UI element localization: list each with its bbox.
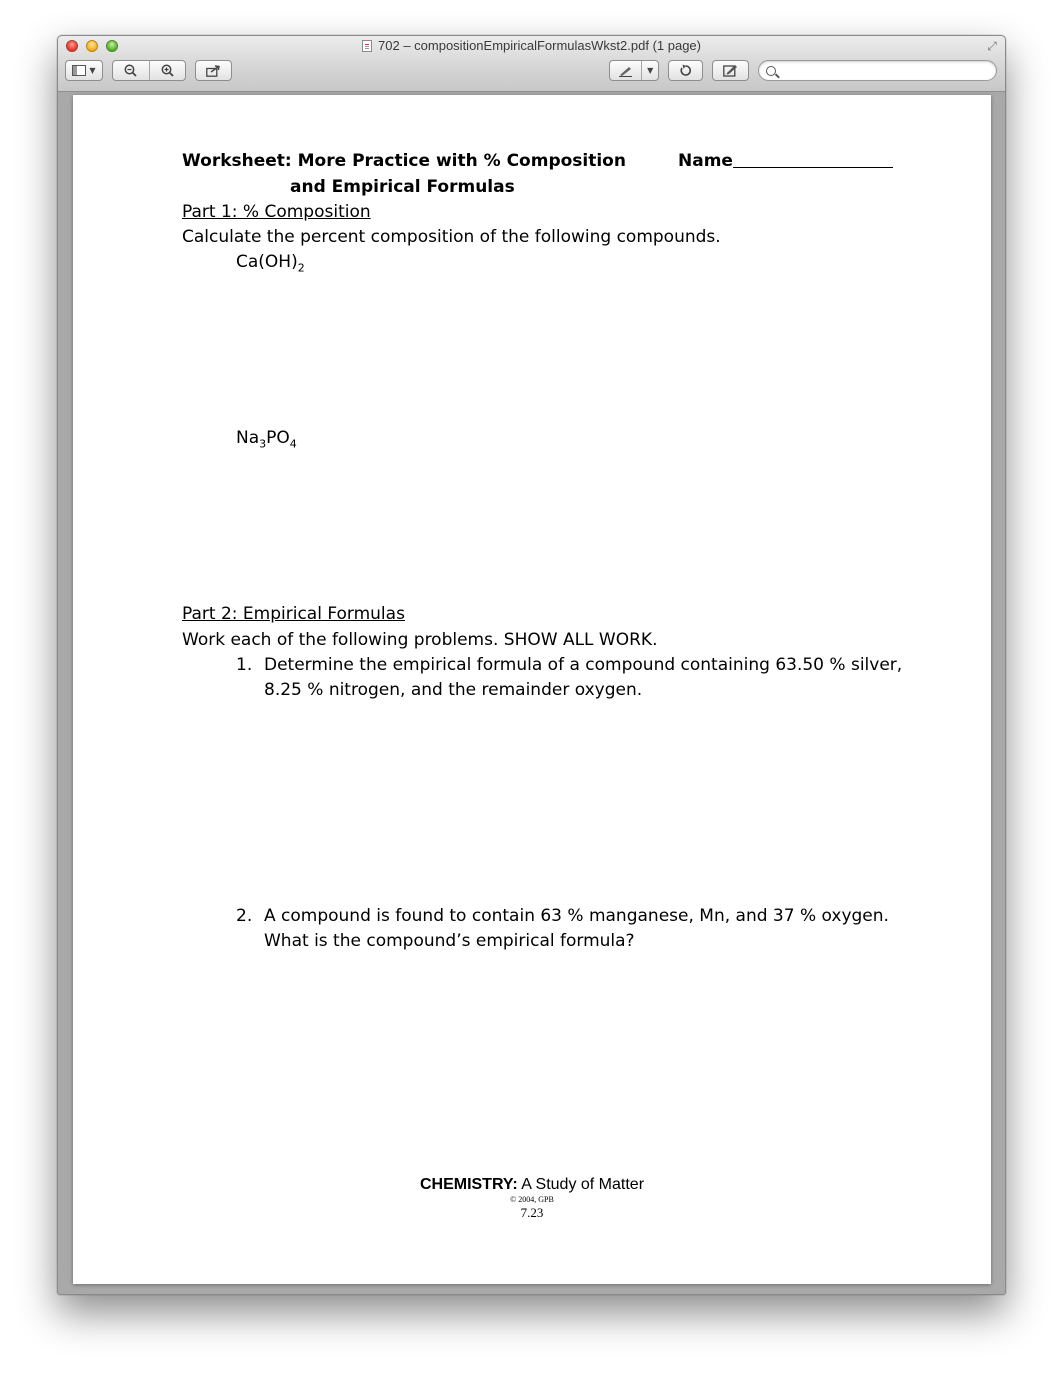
search-input[interactable] bbox=[782, 63, 996, 79]
zoom-in-icon bbox=[161, 64, 174, 77]
search-icon bbox=[766, 66, 776, 76]
annotate-menu-button[interactable] bbox=[642, 61, 658, 80]
search-field[interactable] bbox=[758, 60, 997, 81]
window-title bbox=[58, 38, 1005, 53]
part2-heading: Part 2: Empirical Formulas bbox=[182, 604, 405, 624]
footer-brand-rest: A Study of Matter bbox=[517, 1176, 645, 1193]
compound-sodium-phosphate bbox=[236, 428, 297, 454]
rotate-icon bbox=[679, 64, 692, 77]
annotate-button[interactable] bbox=[610, 61, 641, 80]
problem2-line2: What is the compound’s empirical formula? bbox=[264, 931, 635, 951]
fullscreen-icon[interactable]: ⤢ bbox=[987, 39, 997, 53]
zoom-out-button[interactable] bbox=[113, 61, 149, 80]
problem2-number: 2. bbox=[236, 906, 253, 926]
compound1-subscript: 2 bbox=[297, 261, 305, 275]
name-field bbox=[678, 151, 893, 171]
problem2-line1: A compound is found to contain 63 % manganese, Mn, and 37 % oxygen. bbox=[264, 906, 889, 926]
preview-window bbox=[57, 35, 1006, 1295]
worksheet-title: Worksheet: More Practice with % Composition bbox=[182, 151, 626, 171]
annotate-control bbox=[609, 60, 659, 81]
compound2-part-a: Na bbox=[236, 428, 260, 448]
worksheet-subtitle: and Empirical Formulas bbox=[290, 177, 515, 197]
name-blank-line bbox=[733, 151, 893, 168]
zoom-out-icon bbox=[124, 64, 137, 77]
window-title-text: 702 – compositionEmpiricalFormulasWkst2.pdf (1 page) bbox=[378, 38, 701, 53]
compound2-subscript-b: 4 bbox=[289, 437, 297, 451]
compound2-part-b: PO bbox=[266, 428, 290, 448]
share-icon bbox=[206, 65, 221, 77]
problem1-number: 1. bbox=[236, 655, 253, 675]
footer-brand bbox=[73, 1175, 991, 1195]
edit-icon bbox=[723, 64, 738, 77]
footer-copyright: © 2004, GPB bbox=[510, 1195, 554, 1204]
compound-calcium-hydroxide bbox=[236, 252, 305, 278]
compound2-subscript-a: 3 bbox=[259, 437, 267, 451]
title-bar[interactable] bbox=[58, 36, 1005, 92]
chevron-down-icon: ▼ bbox=[647, 66, 654, 75]
sidebar-icon bbox=[72, 65, 86, 76]
name-label: Name bbox=[678, 151, 733, 171]
compound1-base: Ca(OH) bbox=[236, 252, 298, 272]
share-button[interactable] bbox=[195, 60, 232, 81]
annotate-icon bbox=[618, 65, 634, 77]
rotate-button[interactable] bbox=[668, 60, 703, 81]
pdf-page bbox=[73, 95, 991, 1284]
part1-heading: Part 1: % Composition bbox=[182, 202, 371, 222]
problem1-line2: 8.25 % nitrogen, and the remainder oxygen. bbox=[264, 680, 643, 700]
page-number: 7.23 bbox=[520, 1205, 544, 1220]
edit-button[interactable] bbox=[712, 60, 749, 81]
pdf-document-icon bbox=[362, 40, 372, 52]
chevron-down-icon: ▼ bbox=[89, 66, 96, 75]
view-menu-button[interactable] bbox=[65, 60, 103, 81]
part1-instruction: Calculate the percent composition of the following compounds. bbox=[182, 227, 721, 247]
zoom-control bbox=[112, 60, 186, 81]
footer-brand-bold: CHEMISTRY: bbox=[419, 1176, 518, 1193]
document-viewer[interactable] bbox=[58, 92, 1005, 1294]
part2-instruction: Work each of the following problems. SHOW ALL WORK. bbox=[182, 630, 658, 650]
zoom-in-button[interactable] bbox=[150, 61, 186, 80]
problem1-line1: Determine the empirical formula of a compound containing 63.50 % silver, bbox=[264, 655, 903, 675]
